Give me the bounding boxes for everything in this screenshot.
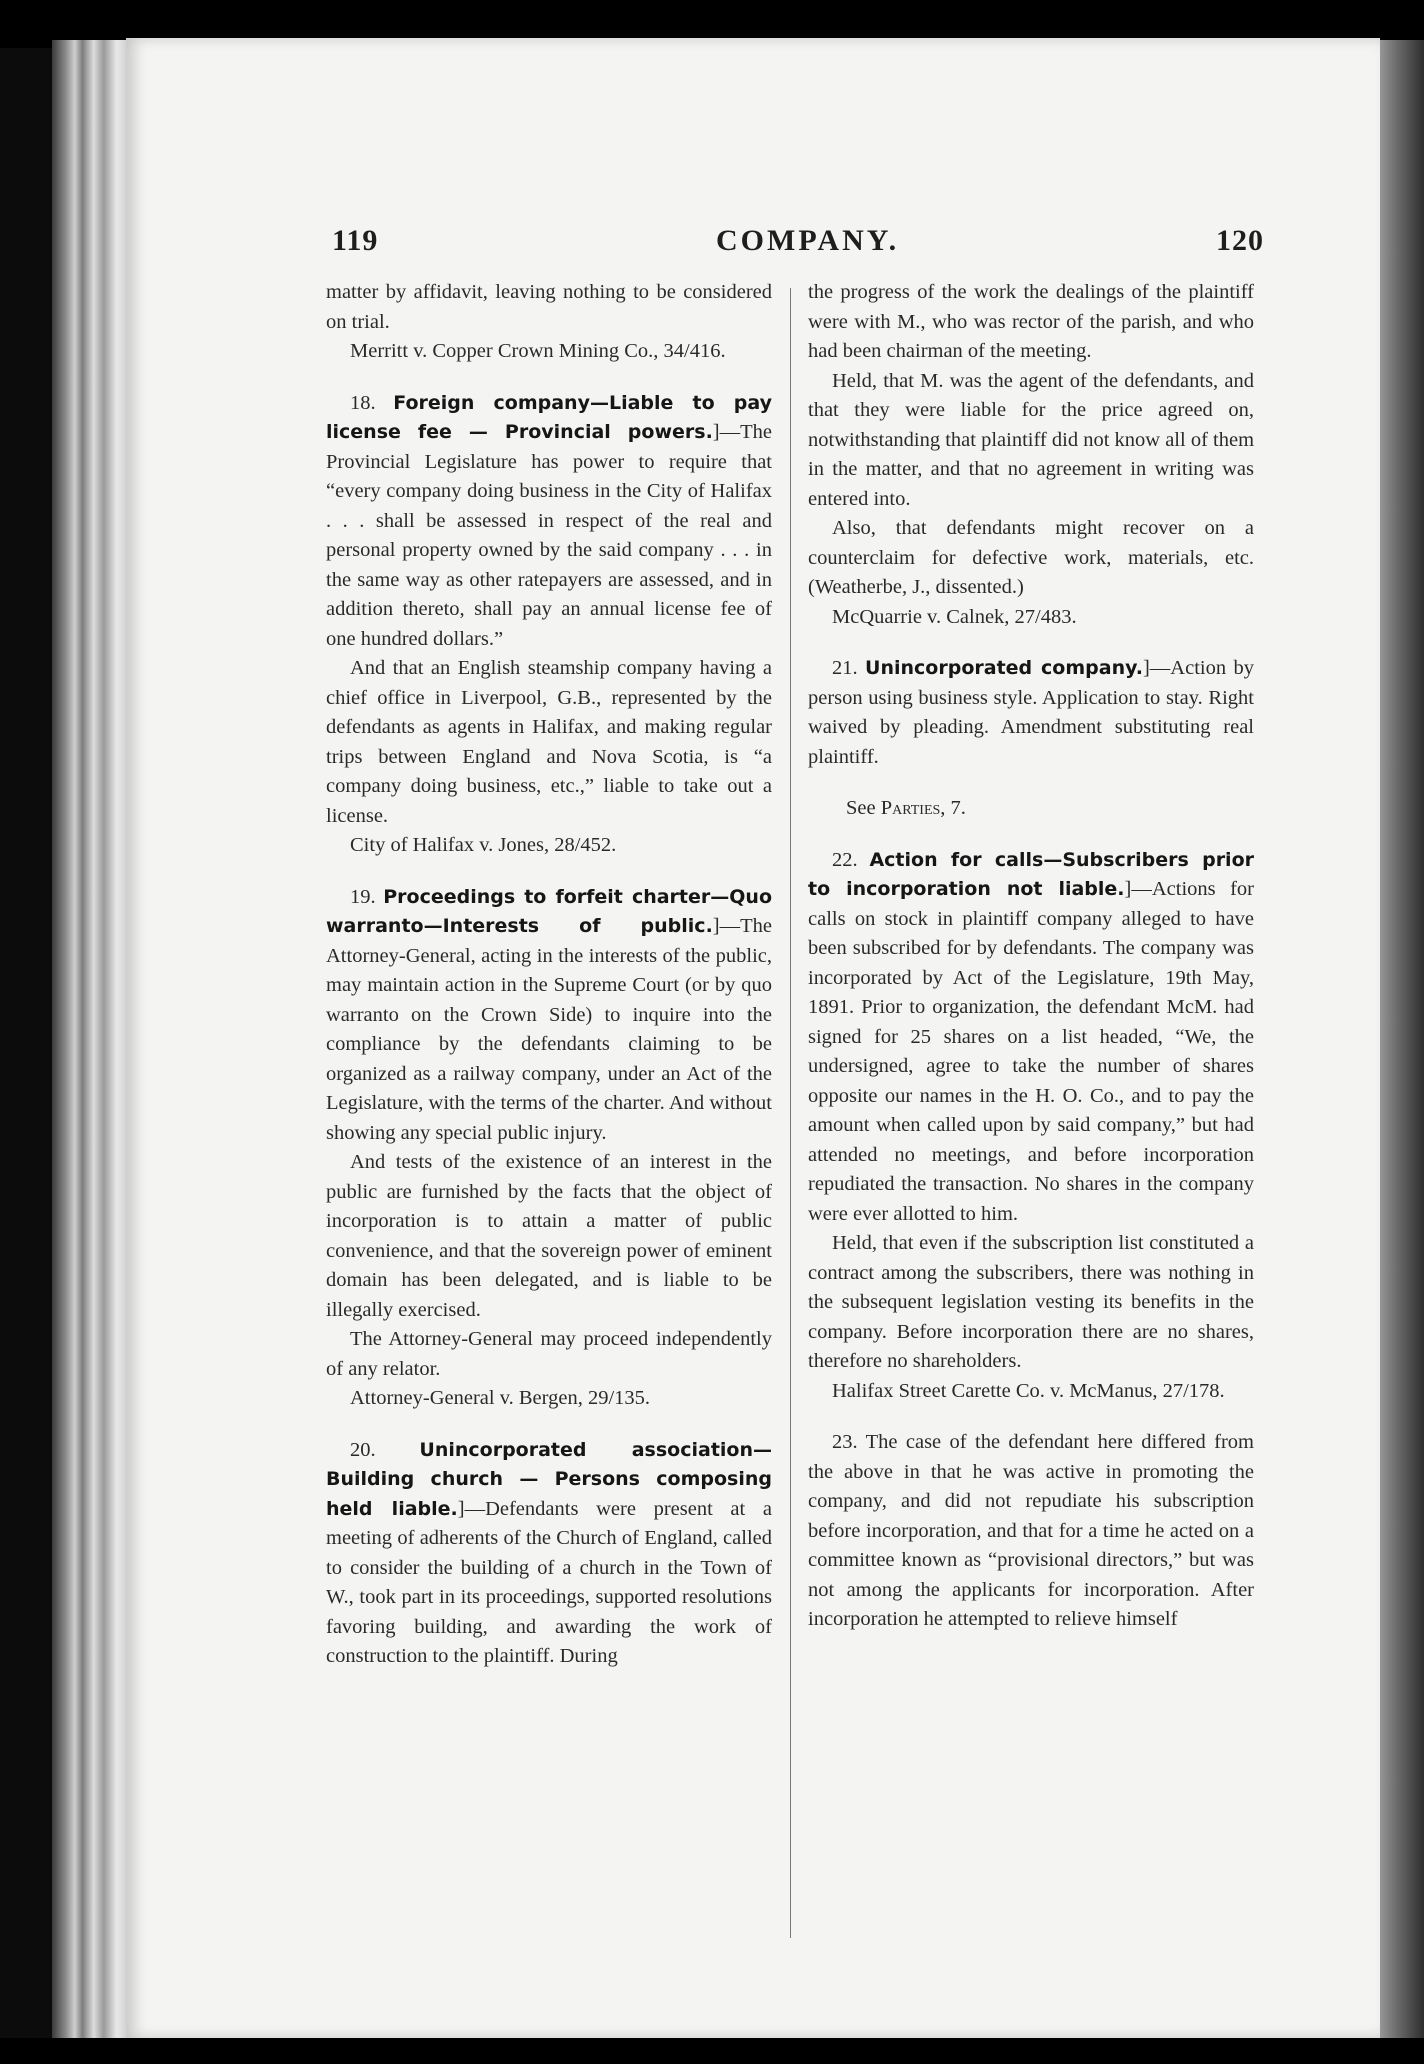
left-column: [326, 278, 772, 1672]
section-21: [808, 654, 1254, 772]
case-citation: Attorney-General v. Bergen, 29/135.: [350, 1387, 651, 1409]
paragraph: And that an English steamship company having a chief office in Liverpool, G.B., represented by the defendants as agents in Halifax, and making regular trips between England and Nova Scotia, is “a company doing business, etc.,” liable to take out a license.: [326, 657, 772, 827]
paragraph: And tests of the existence of an interest in the public are furnished by the facts that the object of incorporation is to attain a matter of public convenience, and that the sovereign power of eminent domain has been delegated, and is liable to be illegally exercised.: [326, 1151, 772, 1321]
section-number: 19.: [350, 885, 376, 908]
see-reference: Parties: [880, 797, 941, 819]
section-18: [326, 389, 772, 655]
paragraph: Also, that defendants might recover on a counterclaim for defective work, materials, etc. (Weatherbe, J., dissented.): [808, 517, 1254, 598]
case-citation: Merritt v. Copper Crown Mining Co., 34/416.: [350, 340, 726, 362]
running-title: COMPANY.: [716, 224, 900, 257]
section-text: ]—Actions for calls on stock in plaintiff company alleged to have been subscribed for by defendants. The company was incorporated by Act of the Legislature, 19th May, 1891. Prior to organization, the defendant McM. had signed for 25 shares on a list headed, “We, the undersigned, agree to take the number of shares opposite our names in the H. O. Co., and to pay the amount when called upon by said company,” but had attended no meetings, and before incorporation repudiated the transaction. No shares in the company were ever allotted to him.: [808, 878, 1254, 1225]
right-page-number: 120: [1216, 224, 1264, 257]
section-number: 18.: [350, 391, 376, 414]
page-right-edge: [1378, 40, 1424, 2038]
section-text: ]—Defendants were present at a meeting of adherents of the Church of England, called to consider the building of a church in the Town of W., took part in its proceedings, supported resolutions favoring building, and awarding the work of construction to the plaintiff. During: [326, 1497, 772, 1667]
section-text: ]—The Attorney-General, acting in the interests of the public, may maintain action in the Supreme Court (or by quo warranto on the Crown Side) to inquire into the compliance by the defendants claiming to be organized as a railway company, under an Act of the Legislature, with the terms of the charter. And without showing any special public injury.: [326, 915, 772, 1144]
cross-reference: [808, 794, 1254, 824]
section-text: ]—Action by person using business style. Application to stay. Right waived by pleading. Amendment substituting real plaintiff.: [808, 657, 1255, 768]
scan-bottom-shadow: [0, 2038, 1424, 2064]
case-citation: McQuarrie v. Calnek, 27/483.: [832, 605, 1077, 628]
book-page: [126, 38, 1380, 2038]
section-heading: Foreign company—Liable to pay license fee — Provincial powers.: [326, 391, 772, 443]
section-number: 22.: [832, 848, 858, 871]
see-prefix: See: [846, 797, 876, 819]
left-page-number: 119: [332, 224, 379, 257]
book-binding-edge: [52, 40, 128, 2038]
section-22: [808, 846, 1254, 1230]
section-heading: Unincorporated company.: [865, 657, 1143, 679]
paragraph: Held, that even if the subscription list constituted a contract among the subscribers, there was nothing in the subsequent legislation vesting its benefits in the company. Before incorporation there are no shares, therefore no shareholders.: [808, 1232, 1254, 1372]
column-divider: [790, 288, 791, 1938]
section-heading: Unincorporated association—Building church — Persons composing held liable.: [326, 1438, 772, 1520]
section-number: 20.: [350, 1438, 376, 1461]
case-citation: City of Halifax v. Jones, 28/452.: [350, 834, 617, 856]
see-suffix: , 7.: [940, 797, 966, 819]
running-head: [126, 224, 1380, 264]
case-citation: Halifax Street Carette Co. v. McManus, 27/178.: [832, 1379, 1225, 1402]
right-column: [808, 278, 1254, 1635]
paragraph: Held, that M. was the agent of the defendants, and that they were liable for the price agreed on, notwithstanding that plaintiff did not know all of them in the matter, and that no agreement in writing was entered into.: [808, 369, 1255, 510]
continued-paragraph: matter by affidavit, leaving nothing to be considered on trial.: [326, 281, 772, 333]
section-text: ]—The Provincial Legislature has power to require that “every company doing business in the City of Halifax . . . shall be assessed in respect of the real and personal property owned by the said company . . . in the same way as other ratepayers are assessed, and in addition thereto, shall pay an annual license fee of one hundred dollars.”: [326, 421, 772, 650]
continued-paragraph: the progress of the work the dealings of the plaintiff were with M., who was rector of the parish, and who had been chairman of the meeting.: [808, 281, 1254, 362]
section-23: 23. The case of the defendant here differed from the above in that he was active in promoting the company, and did not repudiate his subscription before incorporation, and that for a time he acted on a committee known as “provisional directors,” but was not among the applicants for incorporation. After incorporation he attempted to relieve himself: [808, 1431, 1254, 1630]
section-20: [326, 1436, 772, 1672]
section-heading: Action for calls—Subscribers prior to incorporation not liable.: [808, 848, 1254, 900]
section-number: 21.: [832, 657, 858, 679]
section-heading: Proceedings to forfeit charter—Quo warranto—Interests of public.: [326, 885, 773, 937]
section-19: [326, 883, 772, 1149]
paragraph: The Attorney-General may proceed independently of any relator.: [326, 1328, 772, 1380]
